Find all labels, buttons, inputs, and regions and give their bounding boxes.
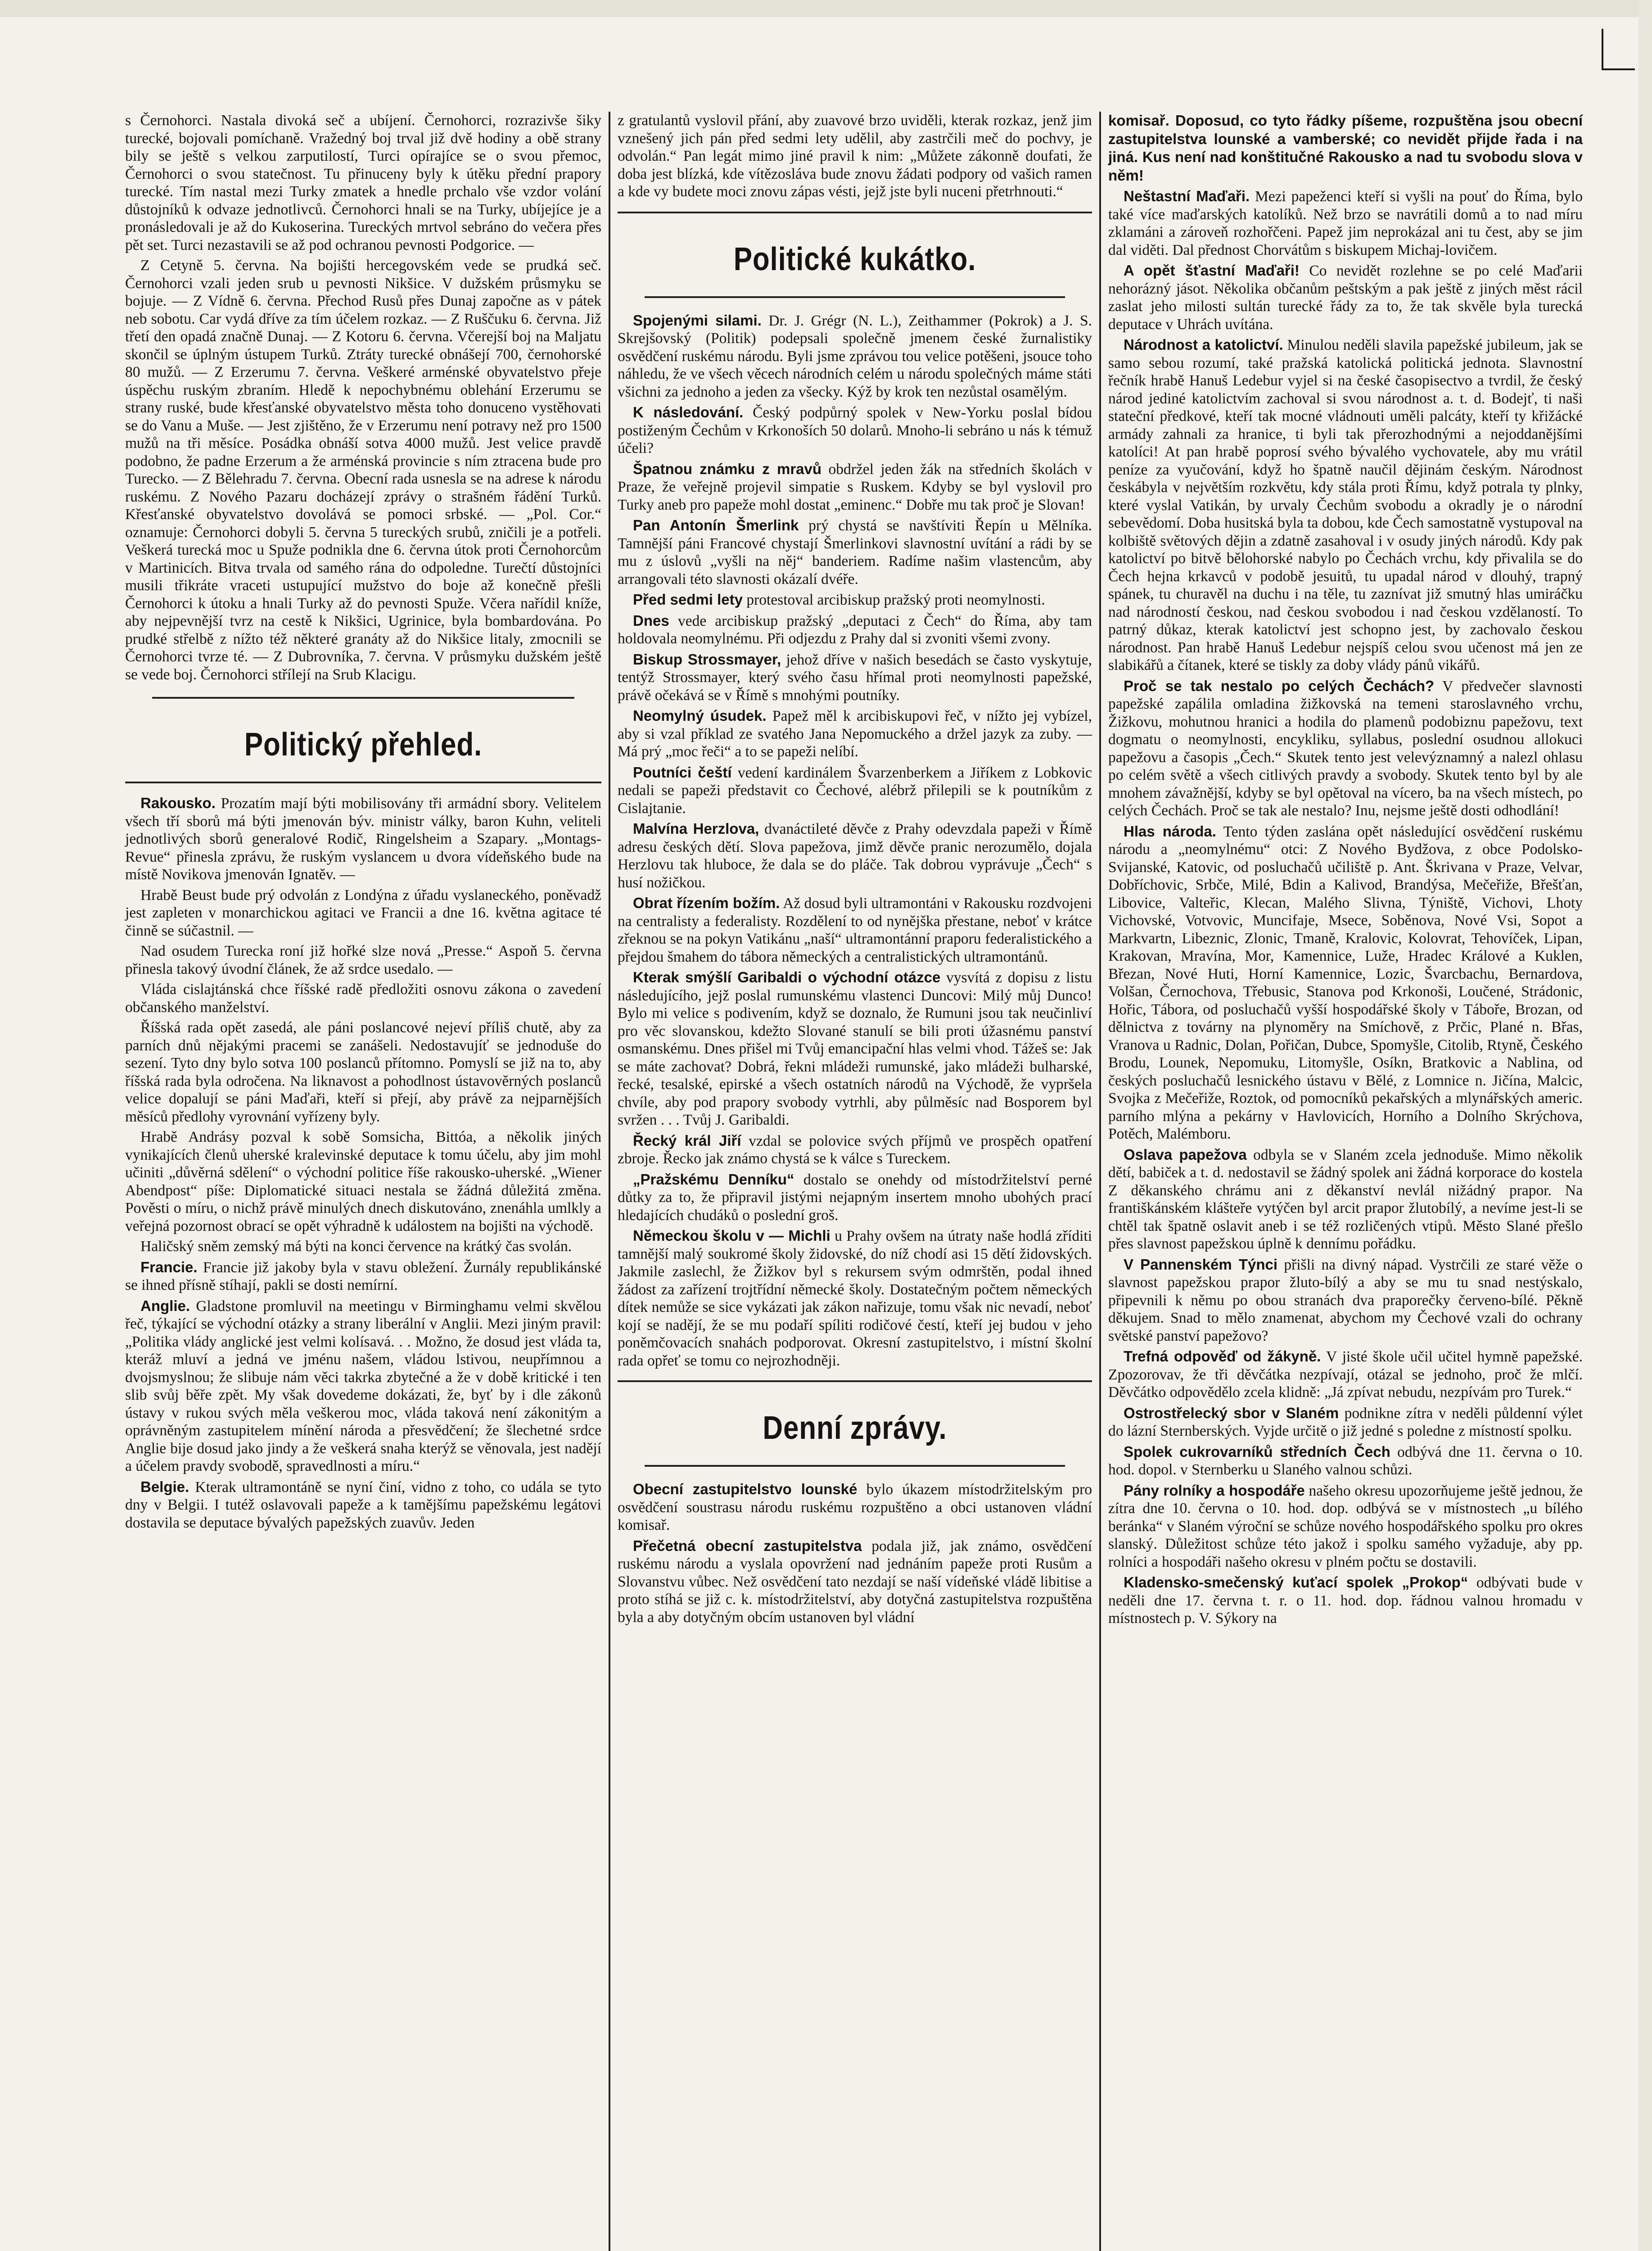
- article-text: Co nevidět rozlehne se po celé Maďarii nehorázný jásot. Několika občanům peštským a pak ještě z jiných měst rácil zaslat jeho milosti sultán turecké řády za to, že tak skvěle byla turecká deputace v Uhrách uvítána.: [1108, 262, 1583, 333]
- article-keyword: Proč se tak nestalo po celých Čechách?: [1124, 677, 1435, 694]
- article-keyword: Pan Antonín Šmerlink: [633, 517, 799, 533]
- article-item: [618, 612, 1092, 648]
- article-text: Gladstone promluvil na meetingu v Birminghamu velmi skvělou řeč, týkající se východní otázky a strany liberální v Anglii. Mezi jiným pravil: „Politika vlády anglické jest velmi kolísavá. . . Možno, že dosud jest vláda ta, kteráž mluví a jedná ve jménu našem, vládou lstivou, neupřímnou a dvojsmyslnou; že slibuje nám věci takrka zbytečné a že v době kritické i ten slib svůj běře zpět. My však dovedeme dokázati, že, byť by i dle zákonů ústavy v rukou svých měla veškerou moc, vláda taková není zákonitým a oprávněným zastupitelem mínění národa a přesvědčení; že šlechetné srdce Anglie bije dosud jako jindy a že veškerá snaha kterýž se věnovala, jest nadějí a účelem pravdy svobodě, spravedlnosti a míru.“: [125, 1297, 601, 1474]
- article-item: [125, 942, 601, 978]
- war-telegrams-paragraph: Z Cetyně 5. června. Na bojišti hercegovském vede se prudká seč. Černohorci vzali jeden srub u pevnosti Nikšice. V dužském průsmyku se bojuje. — Z Vídně 6. června. Přechod Rusů přes Dunaj započne as v pátek neb sobotu. Car vydá dříve za tím účelem rozkaz. — Z Ruščuku 6. června. Již třetí den opadá značně Dunaj. — Z Kotoru 6. června. Včerejší boj na Maljatu skončil se úplným ústupem Turků. Ztráty turecké obnášejí 700, černohorské 80 mužů. — Z Erzerumu 7. června. Veškeré arménské obyvatelstvo přeje úspěchu ruským zbraním. Hledě k nepochybnému oblehání Erzerumu se strany ruské, bude křesťanské obyvatelstvo města toho donuceno vystěhovati se do Vanu a Muše. — Jest zjištěno, že v Erzerumu není potravy než pro 1500 mužů na tři měsíce. Posádka obnáší sotva 4000 mužů. Jest velice pravdě podobno, že padne Erzerum a že arménská provincie s ním ztracena bude pro Turecko. — Z Bělehradu 7. června. Obecní rada usnesla se na adrese k národu ruskému. Z Nového Pazaru docházejí zprávy o strašném řádění Turků. Křesťanské obyvatelstvo dovolává se pomoci srbské. — „Pol. Cor.“ oznamuje: Černohorci dobyli 5. června 5 tureckých srubů, zničili je a potřeli. Veškerá turecká moc u Spuže podnikla dne 6. června útok proti Černohorcům v Martinicích. Bitva trvala od samého rána do odpoledne. Turečtí důstojníci musili třikráte vraceti ustupující mužstvo do boje až konečně přešli Černohorci k útoku a hnali Turky až do pevnosti Spuže. Včera nařídil kníže, aby nejpevnější tvrz na cestě k Nikšici, Ugrinice, byla bombardována. Po prudké střelbě z nížto též některé granáty až do Nikšice litaly, zmocnili se Černohorci tvrze té. — Z Dubrovníka, 7. června. V průsmyku dužském ještě se vede boj. Černohorci střílejí na Srub Klacigu.: [125, 257, 601, 683]
- article-item: [618, 764, 1092, 818]
- article-item: [125, 886, 601, 940]
- article-keyword: Neštastní Maďaři.: [1124, 188, 1250, 204]
- article-text: Český podpůrný spolek v New-Yorku poslal bídou postiženým Čechům v Krkonoších 50 dolarů. Mnoho-li sebráno u nás k témuž účeli?: [618, 404, 1092, 457]
- article-text: jehož dříve v našich besedách se často vyskytuje, tentýž Strossmayer, který svého času hřímal proti neomylnosti papežské, právě očekává se v Římě s mnohými poutníky.: [618, 651, 1092, 704]
- article-item: [618, 1132, 1092, 1168]
- section-title-daily-news: Denní zprávy.: [763, 1410, 947, 1446]
- article-keyword: V Pannenském Týnci: [1124, 1256, 1278, 1273]
- article-keyword: Hlas národa.: [1124, 823, 1216, 840]
- article-keyword: Anglie.: [140, 1297, 190, 1314]
- article-item: [1108, 1404, 1583, 1440]
- article-text: Dr. J. Grégr (N. L.), Zeithammer (Pokrok) a J. S. Skrejšovský (Politik) podepsali společně jmenem české žurnalistiky osvědčení ruskému národu. Byli jsme zprávou tou velice potěšeni, jsouce toho náhledu, že ve všech věcech národních celém u národu společných máme státi všichni za jednoho a jeden za všecky. Kýž by krok ten nezůstal osamělým.: [618, 312, 1092, 400]
- article-text: Hrabě Beust bude prý odvolán z Londýna z úřadu vyslaneckého, poněvadž jest zapleten v monarchickou agitaci ve Francii a dne 16. května agitace té činně se súčastnil. —: [125, 886, 601, 939]
- article-keyword: Řecký král Jiří: [633, 1132, 741, 1149]
- section-title-political-overview: Politický přehled.: [244, 727, 483, 763]
- article-text: bylo úkazem místodržitelským pro osvědčení soustrasu národu ruskému rozpuštěno a obci ustanoven vládní komisař.: [618, 1481, 1092, 1533]
- article-text: Říšská rada opět zasedá, ale páni poslancové nejeví příliš chutě, aby za parních dnů nějakými pracemi se zanášeli. Nedostavujíť se jednoduše do sezení. Tyto dny bylo sotva 100 poslanců přítomno. Pomyslí se již na to, aby říšská rada byla odročena. Na liknavost a pohodlnost ústavověrných poslanců velice dopalují se páni Maďaři, kteří si přejí, aby právě za nejparnějších měsíců předlohy vyrovnání vyřízeny byly.: [125, 1019, 601, 1125]
- article-keyword: Před sedmi lety: [633, 591, 743, 608]
- article-item: [1108, 1146, 1583, 1253]
- article-keyword: Pány rolníky a hospodáře: [1124, 1482, 1305, 1499]
- article-keyword: Francie.: [140, 1258, 198, 1275]
- article-item: [618, 1171, 1092, 1225]
- article-item: [125, 1128, 601, 1235]
- article-item: [125, 1297, 601, 1475]
- article-keyword: Trefná odpověď od žákyně.: [1124, 1348, 1321, 1365]
- section-divider: [152, 697, 574, 699]
- article-text: Mezi papeženci kteří si vyšli na pouť do Říma, bylo také více maďarských katolíků. Než brzo se navrátili domů a to nad míru zklamáni a zároveň rozhořčeni. Papež jim neprokázal ani tu čest, aby se jim dal viděti. Dal přednost Chorvátům s biskupem Michaj-lovičem.: [1108, 188, 1583, 258]
- column-right: [1099, 112, 1590, 2251]
- article-keyword: Národnost a katolictví.: [1124, 336, 1283, 353]
- article-item: [125, 1019, 601, 1126]
- article-text: obdržel jeden žák na středních školách v Praze, že veřejně projevil simpatie s Ruskem. Kdyby se byl vyslovil pro Turky aneb pro papeže mohl dostat „eminenc.“ Dobře mu tak proč je Slovan!: [618, 461, 1092, 513]
- war-report-paragraph: s Černohorci. Nastala divoká seč a ubíjení. Černohorci, rozrazivše šiky turecké, bojovali pomíchaně. Vražedný boj trval již dvě hodiny a obě strany bily se ještě s velkou zarputilostí, Turci opírajíce se o svou přemoc, Černohorci o svou statečnost. Tu přinuceny byly k útěku přední prapory turecké. Tím nastal mezi Turky zmatek a hnedle prchalo vše vzdor volání důstojníků k odvaze jednotlivců. Černohorci hnali se na Turky, ubíjejíce je a pronásledovali je až do Kukoserina. Tureckých mrtvol sebráno do večera přes pět set. Turci nezastavili se až pod ochranou pevnosti Podgorice. —: [125, 112, 601, 253]
- article-item: [1108, 1482, 1583, 1571]
- article-keyword: Oslava papežova: [1124, 1146, 1247, 1163]
- article-text: odbyla se v Slaném zcela jednoduše. Mimo několik dětí, babiček a t. d. nedostavil se žádný spolek ani žádná korporace do kostela Z děkanského chrámu ani z děkanství nevlál nižádný prapor. Na františkánském klášteře vytýčen byl arcit prapor žlutobílý, a nevíme jest-li se chtěl tak špatně oslavit aneb i se též rozličených vtipů. Město Slané přešlo přes slavnost papežskou úplně k dennímu pořádku.: [1108, 1146, 1583, 1252]
- article-keyword: Kladensko-smečenský kuťací spolek „Prokop“: [1124, 1574, 1468, 1591]
- article-text: odbývati bude v neděli dne 17. června t. r. o 11. hod. dop. řádnou valnou hromadu v místnostech p. V. Sýkory na: [1108, 1574, 1583, 1627]
- article-text: Vláda cislajtánská chce říšské radě předložiti osnovu zákona o zavedení občanského manželství.: [125, 981, 601, 1016]
- article-item: [618, 651, 1092, 705]
- article-text: našeho okresu upozorňujeme ještě jednou, že zítra dne 10. června o 10. hod. dop. odbývá se v místnostech „u bílého beránka“ v Slaném výroční se schůze nového hospodářského spolku pro okres slanský. Důležitost schůze této jakož i spolku samého vyžaduje, aby pp. rolníci a hospodáři našeho okresu v plném počtu se dostavili.: [1108, 1482, 1583, 1570]
- article-text: vedení kardinálem Švarzenberkem a Jiříkem z Lobkovic nedali se papeži představit co Čechové, alébrž přilepili se k poutníkům z Cislajtanie.: [618, 764, 1092, 817]
- article-keyword: Poutníci čeští: [633, 764, 732, 781]
- article-item: [618, 460, 1092, 514]
- article-item: [618, 707, 1092, 761]
- article-item: [618, 894, 1092, 966]
- article-text: vzdal se polovice svých příjmů ve prospěch opatření zbroje. Řecko jak známo chystá se k válce s Tureckem.: [618, 1132, 1092, 1167]
- scan-edge-right: [1638, 0, 1652, 2251]
- column-left: [118, 112, 609, 2251]
- article-item: [125, 794, 601, 884]
- article-text: Tento týden zaslána opět následující osvědčení ruskému národu a „neomylnému“ otci: Z Nového Bydžova, z obce Podolsko-Svijanské, Katovic, od posluchačů učiliště p. Ant. Škrivana v Praze, Velvar, Dobříchovic, Srbče, Milé, Bdin a Kalivod, Brandýsa, Mečeřiže, Břešťan, Libovice, Valteřic, Klecan, Malého Slivna, Týniště, Vichovi, Lhoty Vichovské, Votvovic, Muncifaje, Msece, Soběnova, Nové Vsi, Sopot a Markvartn, Libeznic, Zlonic, Tmaně, Kralovic, Kolovrat, Tehovíček, Lipan, Krakovan, Mravína, Mor, Kamennice, Luže, Hradec Králové a Kuklen, Březan, Nové Huti, Horní Kamennice, Lozic, Švarcbachu, Bernardova, Volšan, Černochova, Třebusic, Stanova pod Krkonoši, Loučené, Strádonic, Hořic, Tábora, od posluchačů vyšší hospodářské školy v Táboře, Brozan, od dělnictva z továrny na plynoměry na Smíchově, z Prčic, Plané n. Břas, Vranova u Radnic, Dolan, Pořičan, Dubce, Spomyšle, Citolib, Rtyně, Českého Brodu, Lounek, Nepomuku, Litomyšle, Osíkn, Bratkovic a Nablina, od českých posluchačů lesnického ústavu v Bělé, z Lomnice n. Jičína, Malcic, Svojka z Mečeřiže, Roztok, od pomocníků pekařských a mlynářských americ. parního mlýna a pekárny v Havlovicích, Horního a Dolního Skrýchova, Potěch, Malémboru.: [1108, 823, 1583, 1142]
- article-item: [618, 1480, 1092, 1534]
- article-keyword: Neomylný úsudek.: [633, 707, 767, 724]
- section-divider: [645, 296, 1065, 298]
- article-text: protestoval arcibiskup pražský proti neomylnosti.: [746, 592, 1045, 608]
- article-keyword: Dnes: [633, 612, 669, 629]
- newspaper-page: [118, 112, 1612, 2251]
- article-item: [125, 981, 601, 1016]
- article-text: dvanáctileté děvče z Prahy odevzdala papeži v Římě adresu českých dětí. Slova papežova, jimž děvče pranic nerozumělo, dojala Herzlovu tak hluboce, že dala se do pláče. Tak dobrou vyprávuje „Čech“ s husí nožičkou.: [618, 821, 1092, 891]
- article-item: [1108, 336, 1583, 674]
- section-divider: [645, 1465, 1065, 1467]
- section-divider: [125, 782, 601, 783]
- article-item: [1108, 1573, 1583, 1627]
- article-keyword: Ostrostřelecký sbor v Slaném: [1124, 1404, 1339, 1421]
- article-text: přišli na divný nápad. Vystrčili ze staré věže o slavnost papežskou prapor žluto-bílý a aby se mu tu snad nestýskalo, připevnili k němu po obou stranách dva praporečky červeno-bílé. Pěkně děkujem. Snad to mělo znamenat, abychom my Čechové vzali do ochrany světské panství papežovo?: [1108, 1256, 1583, 1344]
- article-item: [1108, 823, 1583, 1143]
- continued-text: komisař. Doposud, co tyto řádky píšeme, rozpuštěna jsou obecní zastupitelstva lounské a vamberské; co nevidět přijde řada i na jiná. Kus není nad konštitučné Rakousko a nad tu svobodu slova v něm!: [1108, 112, 1583, 184]
- crop-mark-vertical: [1602, 29, 1603, 70]
- article-item: [1108, 677, 1583, 820]
- article-item: [1108, 262, 1583, 333]
- article-item: [618, 516, 1092, 588]
- article-keyword: Rakousko.: [140, 795, 216, 811]
- article-item: [618, 1537, 1092, 1627]
- article-item: [618, 312, 1092, 401]
- section-divider: [618, 212, 1092, 213]
- article-item: [618, 968, 1092, 1129]
- article-text: vysvítá z dopisu z listu následujícího, jejž poslal rumunskému vlastenci Duncovi: Milý můj Dunco! Bylo mi velice s podivením, když se doznalo, že Rumuni jsou tak neučinliví pro věc slovanskou, kdežto Slované stanulí se bili proti úžasnému panství osmanskému. Dnes přišel mi Tvůj emancipační hlas velmi vhod. Tážeš se: Jak se máte zachovat? Dobrá, řekni mládeži rumunské, jako mládeži bulharské, řecké, tesalské, epirské a všech ostatních národů na Východě, že vypršela chvíle, aby pod prapory svobody vytrhli, aby půlměsíc nad Bosporem byl svržen . . . Tvůj J. Garibaldi.: [618, 969, 1092, 1128]
- article-item: [125, 1238, 601, 1256]
- article-item: [618, 403, 1092, 457]
- article-text: prý chystá se navštíviti Řepín u Mělníka. Tamnější páni Francové chystají Šmerlinkovi slavnostní uvítání a rádi by se mu z úslovů „vyšli na něj“ banderiem. Radíme našim vlastencům, aby arrangovali této slavnosti okázalí dvéře.: [618, 517, 1092, 588]
- article-keyword: Špatnou známku z mravů: [633, 460, 822, 477]
- continued-paragraph: [1108, 112, 1583, 185]
- article-keyword: Spojenými silami.: [633, 312, 762, 329]
- article-keyword: Přečetná obecní zastupitelstva: [633, 1537, 862, 1554]
- article-text: dostalo se onehdy od místodržitelství perné důtky za to, že připravil jistými nejapným insertem mnoho ubohých prací hledajících chudáků o poslední groš.: [618, 1171, 1092, 1224]
- article-text: podala již, jak známo, osvědčení ruskému národu a vyslala opovržení nad jednáním papeže proti Rusům a Slovanstvu vůbec. Než osvědčení tato nezdají se naší vídeňské vládě libitise a proto stíhá se již c. k. místodržitelství, aby dotyčná zastupitelstva rozpuštěna byla a aby dotyčným obcím ustanoven byl vládní: [618, 1537, 1092, 1626]
- article-text: Minulou neděli slavila papežské jubileum, jak se samo sebou rozumí, také pražská katolická politická jednota. Slavnostní řečník hrabě Hanuš Ledebur vyjel si na české časopisectvo a tvrdil, že český národ jediné katolictvím zachoval si svou národnost a. t. d. Bodejť, ti naši stateční předkové, kteří tak mocné vládnouti uměli palcáty, kteří ty křižácké armády zahnali za hranice, ti byli tak přerozhodnými a nejoddanějšími katolíci! At pan hrabě poprosí svého bývalého vychovatele, aby mu vrátil peníze za vyučování, když ho špatně naučil dějinám českým. Národnost českábyla v největším rozkvětu, kdy stála proti Římu, když potrala ty plnky, které vyslal Vatikán, by urvaly Čechům svobodu a okradly je o národní sebevědomí. Doba husitská byla ta dobou, kde Čech samostatně vystupoval na kolbiště světových dějin a zdatně zasahoval i v osudy jiných národů. Kdy pak katolictví po bitvě bělohorské nabylo po Čechách vrchu, kdy přivalila se do Čech hejna krkavců v podobě jesuitů, tu upadal národ v dlouhý, trapný spánek, tu churavěl na duchu i na těle, tu zaznívat již smutný hlas umiráčku nad národností českou, nad českou svobodou i nad českou vzdělaností. To patrný důkaz, kterak katolictví jest schopno jest, by zachovalo českou národnost. Pan hrabě Hanuš Ledebur nejspíš celou svou učenost má jen ze slabikářů a čítanek, které se tiskly za doby vlády pánů vikářů.: [1108, 337, 1583, 673]
- section-title-political-peephole: Politické kukátko.: [733, 241, 976, 277]
- article-item: [618, 591, 1092, 609]
- article-keyword: Biskup Strossmayer,: [633, 651, 781, 668]
- article-keyword: K následování.: [633, 404, 744, 420]
- column-middle: [609, 112, 1099, 2251]
- article-item: [1108, 1256, 1583, 1345]
- article-item: [1108, 187, 1583, 259]
- article-item: [618, 820, 1092, 891]
- section-divider: [618, 1380, 1092, 1382]
- article-keyword: Spolek cukrovarníků středních Čech: [1124, 1443, 1390, 1460]
- article-item: [1108, 1347, 1583, 1401]
- article-keyword: Kterak smýšlí Garibaldi o východní otázce: [633, 969, 941, 985]
- article-keyword: „Pražskému Denníku“: [633, 1171, 794, 1188]
- article-keyword: Malvína Herzlova,: [633, 820, 759, 837]
- article-keyword: A opět šťastní Maďaři!: [1124, 262, 1300, 279]
- article-text: Nad osudem Turecka roní již hořké slze nová „Presse.“ Aspoň 5. června přinesla takový úvodní článek, že až srdce usedalo. —: [125, 943, 601, 977]
- article-keyword: Belgie.: [140, 1478, 190, 1495]
- article-text: V předvečer slavnosti papežské zapálila omladina žižkovská na temeni staroslavného vrchu, Žižkovu, mohutnou hranici a hodila do plamenů podobiznu papežovu, text dogmatu o neomylnosti, encykliku, syllabus, poslední osudnou allokuci papežovu a časopis „Čech.“ Skutek tento jest velevýznamný a nalezl ohlasu po celém světě a všech citlivých pravdy a svobody. Skutek tento byl by ale mnohem závažnější, kdyby se byl opětoval na vícero, ba na všech místech, po celých Čechách. Proč se tak ale nestalo? Inu, nejsme ještě dosti odhodlání!: [1108, 678, 1583, 819]
- scan-edge-top: [0, 0, 1652, 17]
- article-text: odbývá dne 11. června o 10. hod. dopol. v Sternberku u Slaného valnou schůzi.: [1108, 1443, 1583, 1478]
- article-text: Francie již jakoby byla v stavu obležení. Žurnály republikánské se ihned přísně stíhají, pakli se dosti nemírní.: [125, 1259, 601, 1293]
- continued-paragraph: z gratulantů vyslovil přání, aby zuavové brzo uviděli, kterak rozkaz, jenž jim vznešený jich pán před sedmi lety udělil, aby zastrčili meč do pochvy, je odvolán.“ Pan legát mimo jiné pravil k nim: „Můžete zákonně doufati, že doba jest blízká, kde vítězosláva bude znovu žádati podpory od vašich ramen a kde vy budete moci znovu zápas vésti, jejž jste byli nuceni přetrhnouti.“: [618, 112, 1092, 200]
- article-item: [125, 1478, 601, 1532]
- article-item: [1108, 1443, 1583, 1479]
- article-text: Haličský sněm zemský má býti na konci července na krátký čas svolán.: [140, 1238, 572, 1255]
- article-item: [125, 1258, 601, 1294]
- article-text: Až dosud byli ultramontáni v Rakousku rozdvojeni na centralisty a federalisty. Rozdělení to od nynějška přestane, neboť v krátce zřeknou se na pokyn Vatikánu „naší“ ultramontánní praporu federalistického a přejdou šmahem do tábora německých a centralistických ultramontánů.: [618, 895, 1092, 965]
- article-text: V jisté škole učil učitel hymně papežské. Zpozorovav, že tři děvčátka nezpívají, otázal se jednoho, proč že mlčí. Děvčátko odpovědělo zcela klidně: „Já zpívat nebudu, nezpívám pro Turek.“: [1108, 1348, 1583, 1401]
- crop-mark-horizontal: [1603, 68, 1635, 70]
- article-keyword: Německou školu v — Michli: [633, 1227, 831, 1244]
- article-text: Kterak ultramontáně se nyní činí, vidno z toho, co udála se tyto dny v Belgii. I tutéž oslavovali papeže a k tamějšímu papežskému legátovi dostavila se deputace bývalých papežských zuavův. Jeden: [125, 1478, 601, 1531]
- article-text: u Prahy ovšem na útraty naše hodlá zříditi tamnější malý soukromé školy židovské, do níž chodí asi 15 dětí židovských. Jakmile zaslechl, že Žižkov byl s rekursem svým odmrštěn, podal ihned žádost za zařízení trojtřídní německé školy. Dostatečným počtem německých dítek nemůže se sice vykázati jak zákon nařizuje, tomu však nic nevadí, neboť kojí se nadějí, že se mu podaří spíliti rodičové čestí, kteří jej budou v jeho poněmčovacích snahách podporovat. Okresní zastupitelstvo, i místní školní rada opřeť se tomu co nejrozhodněji.: [618, 1228, 1092, 1369]
- article-text: vede arcibiskup pražský „deputaci z Čech“ do Říma, aby tam holdovala neomylnému. Při odjezdu z Prahy dal si zvoniti všemi zvony.: [618, 612, 1092, 647]
- article-text: Papež měl k arcibiskupovi řeč, v nížto jej vybízel, aby si vzal příklad ze svatého Jana Nepomuckého a držel jazyk za zuby. — Má prý „moc řeči“ a to se papeži nelíbí.: [618, 708, 1092, 760]
- article-text: Hrabě Andrásy pozval k sobě Somsicha, Bittóa, a několik jiných vynikajících členů uherské kralevinské deputace k tomu účelu, aby jim mohl učiniti „důvěrná sdělení“ o východní politice říše rakousko-uherské. „Wiener Abendpost“ píše: Diplomatické situaci nestala se žádná důležitá změna. Pověsti o míru, o nichž právě minulých dnech diskutováno, znenáhla umlkly a veřejná pozornost obrací se opět výhradně k událostem na bojišti na východě.: [125, 1129, 601, 1234]
- article-text: Prozatím mají býti mobilisovány tři armádní sbory. Velitelem všech tří sborů má býti jmenován býv. ministr války, baron Kuhn, veliteli jednotlivých sborů generalové Rodič, Ringelsheim a Szapary. „Montags-Revue“ přinesla zprávu, že ruským vyslancem u dvora vídeňského bude na místě Novikova jmenován Ignatěv. —: [125, 795, 601, 883]
- article-text: podnikne zítra v neděli půldenní výlet do lázní Sternberských. Vyjde určitě o již jedné s poledne z místností spolku.: [1108, 1405, 1583, 1439]
- article-keyword: Obecní zastupitelstvo lounské: [633, 1481, 858, 1497]
- article-keyword: Obrat řízením božím.: [633, 895, 780, 911]
- article-item: [618, 1227, 1092, 1370]
